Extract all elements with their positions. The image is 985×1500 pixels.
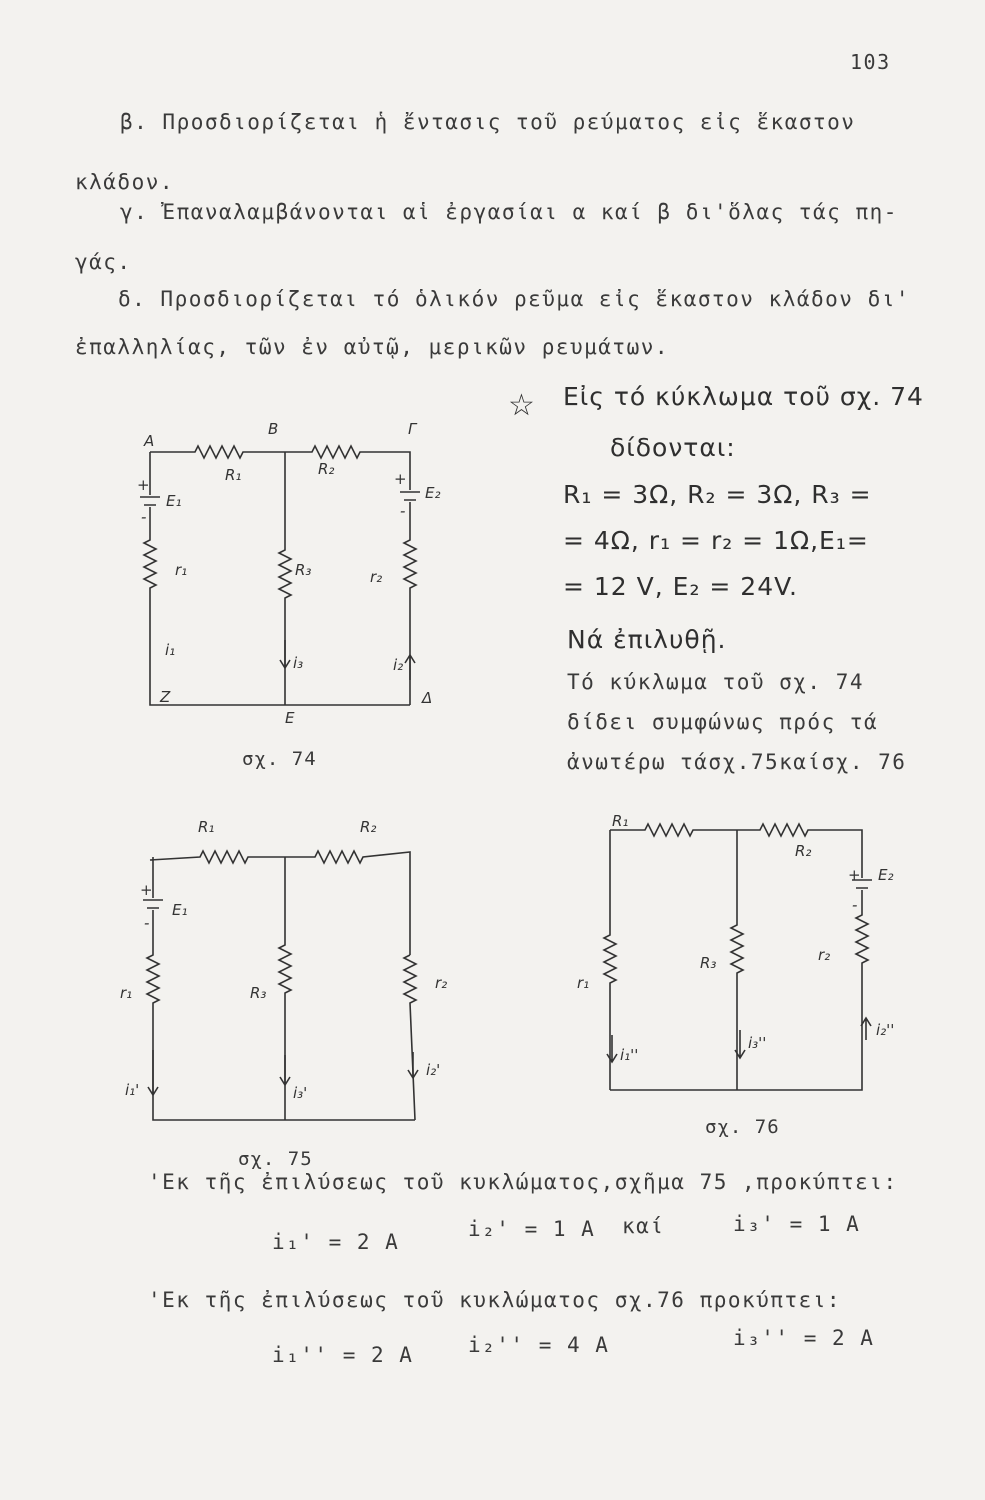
result75-i1: i₁' = 2 A bbox=[272, 1230, 400, 1254]
fig74-r2: r₂ bbox=[370, 568, 383, 586]
fig75-R3: R₃ bbox=[250, 984, 267, 1002]
problem-line2: δίδονται: bbox=[610, 433, 736, 462]
result75-line: 'Εκ τῆς ἐπιλύσεως τοῦ κυκλώματος,σχῆμα 75 ,προκύπτει: bbox=[148, 1170, 898, 1194]
fig75-minus: - bbox=[144, 914, 150, 932]
fig74-r1: r₁ bbox=[175, 561, 188, 579]
result75-kai: καί bbox=[622, 1214, 665, 1238]
fig76-E2: E₂ bbox=[878, 866, 894, 884]
page-number: 103 bbox=[850, 50, 891, 74]
fig74-node-G: Γ bbox=[408, 420, 417, 438]
fig74-i2: i₂ bbox=[393, 656, 404, 674]
result76-i2: i₂'' = 4 A bbox=[468, 1333, 610, 1357]
fig74-R2: R₂ bbox=[318, 460, 335, 478]
fig76-minus: - bbox=[852, 896, 858, 914]
fig74-i1: i₁ bbox=[165, 641, 176, 659]
result76-i3: i₃'' = 2 A bbox=[733, 1326, 875, 1350]
fig76-caption: σχ. 76 bbox=[705, 1116, 780, 1138]
fig74-minus-E2: - bbox=[400, 502, 406, 520]
fig76-plus: + bbox=[848, 866, 861, 884]
fig75-i1: i₁' bbox=[125, 1081, 140, 1099]
fig75-r2: r₂ bbox=[435, 974, 448, 992]
fig76-R3: R₃ bbox=[700, 954, 717, 972]
fig75-r1: r₁ bbox=[120, 984, 133, 1002]
fig76-r1: r₁ bbox=[577, 974, 590, 992]
paragraph-d-line1: δ. Προσδιορίζεται τό ὁλικόν ρεῦμα εἰς ἕκαστον κλάδον δι' bbox=[118, 287, 911, 311]
result76-line: 'Εκ τῆς ἐπιλύσεως τοῦ κυκλώματος σχ.76 προκύπτει: bbox=[148, 1288, 842, 1312]
problem-line7: Τό κύκλωμα τοῦ σχ. 74 bbox=[567, 670, 865, 694]
fig74-R1: R₁ bbox=[225, 466, 242, 484]
fig75-i3: i₃' bbox=[293, 1084, 308, 1102]
fig76-i3: i₃'' bbox=[748, 1034, 767, 1052]
fig74-node-Z: Z bbox=[160, 688, 171, 706]
problem-line8: δίδει συμφώνως πρός τά bbox=[567, 710, 879, 734]
fig76-R1: R₁ bbox=[612, 812, 629, 830]
paragraph-b-line2: κλάδον. bbox=[75, 170, 175, 194]
fig74-caption: σχ. 74 bbox=[242, 748, 317, 770]
fig76-r2: r₂ bbox=[818, 946, 831, 964]
fig74-node-A: A bbox=[144, 432, 155, 450]
fig74-E1: E₁ bbox=[166, 492, 182, 510]
fig76-i1: i₁'' bbox=[620, 1046, 639, 1064]
problem-line3: R₁ = 3Ω, R₂ = 3Ω, R₃ = bbox=[563, 480, 872, 509]
fig74-R3: R₃ bbox=[295, 561, 312, 579]
fig74-plus-E1: + bbox=[137, 476, 150, 494]
result75-i3: i₃' = 1 A bbox=[733, 1212, 861, 1236]
fig75-caption: σχ. 75 bbox=[238, 1148, 313, 1170]
star-icon: ☆ bbox=[508, 388, 536, 423]
result76-i1: i₁'' = 2 A bbox=[272, 1343, 414, 1367]
fig74-node-E: E bbox=[285, 709, 295, 727]
fig75-E1: E₁ bbox=[172, 901, 188, 919]
fig74-minus-E1: - bbox=[141, 508, 147, 526]
fig76-i2: i₂'' bbox=[876, 1021, 895, 1039]
fig74-E2: E₂ bbox=[425, 484, 441, 502]
fig74-node-B: B bbox=[268, 420, 279, 438]
fig74-plus-E2: + bbox=[394, 470, 407, 488]
paragraph-g-line2: γάς. bbox=[75, 250, 132, 274]
fig75-R2: R₂ bbox=[360, 818, 377, 836]
paragraph-g-line1: γ. Ἐπαναλαμβάνονται αἱ ἐργασίαι α καί β δι'ὅλας τάς πη- bbox=[120, 200, 898, 224]
result75-i2: i₂' = 1 A bbox=[468, 1217, 596, 1241]
problem-line9: ἀνωτέρω τάσχ.75καίσχ. 76 bbox=[567, 750, 907, 774]
fig74-node-D: Δ bbox=[422, 689, 433, 707]
fig74-i3: i₃ bbox=[293, 654, 304, 672]
fig75-R1: R₁ bbox=[198, 818, 215, 836]
fig76-R2: R₂ bbox=[795, 842, 812, 860]
paragraph-d-line2: ἐπαλληλίας, τῶν ἐν αὐτῷ, μερικῶν ρευμάτων. bbox=[75, 335, 670, 359]
problem-line5: = 12 V, E₂ = 24V. bbox=[563, 572, 798, 601]
fig75-i2: i₂' bbox=[426, 1061, 441, 1079]
problem-line1: Εἰς τό κύκλωμα τοῦ σχ. 74 bbox=[563, 382, 924, 411]
fig75-plus: + bbox=[140, 881, 153, 899]
paragraph-b-line1: β. Προσδιορίζεται ἡ ἔντασις τοῦ ρεύματος εἰς ἕκαστον bbox=[120, 110, 856, 134]
problem-line6: Νά ἐπιλυθῇ. bbox=[567, 625, 727, 654]
problem-line4: = 4Ω, r₁ = r₂ = 1Ω,E₁= bbox=[563, 526, 869, 555]
